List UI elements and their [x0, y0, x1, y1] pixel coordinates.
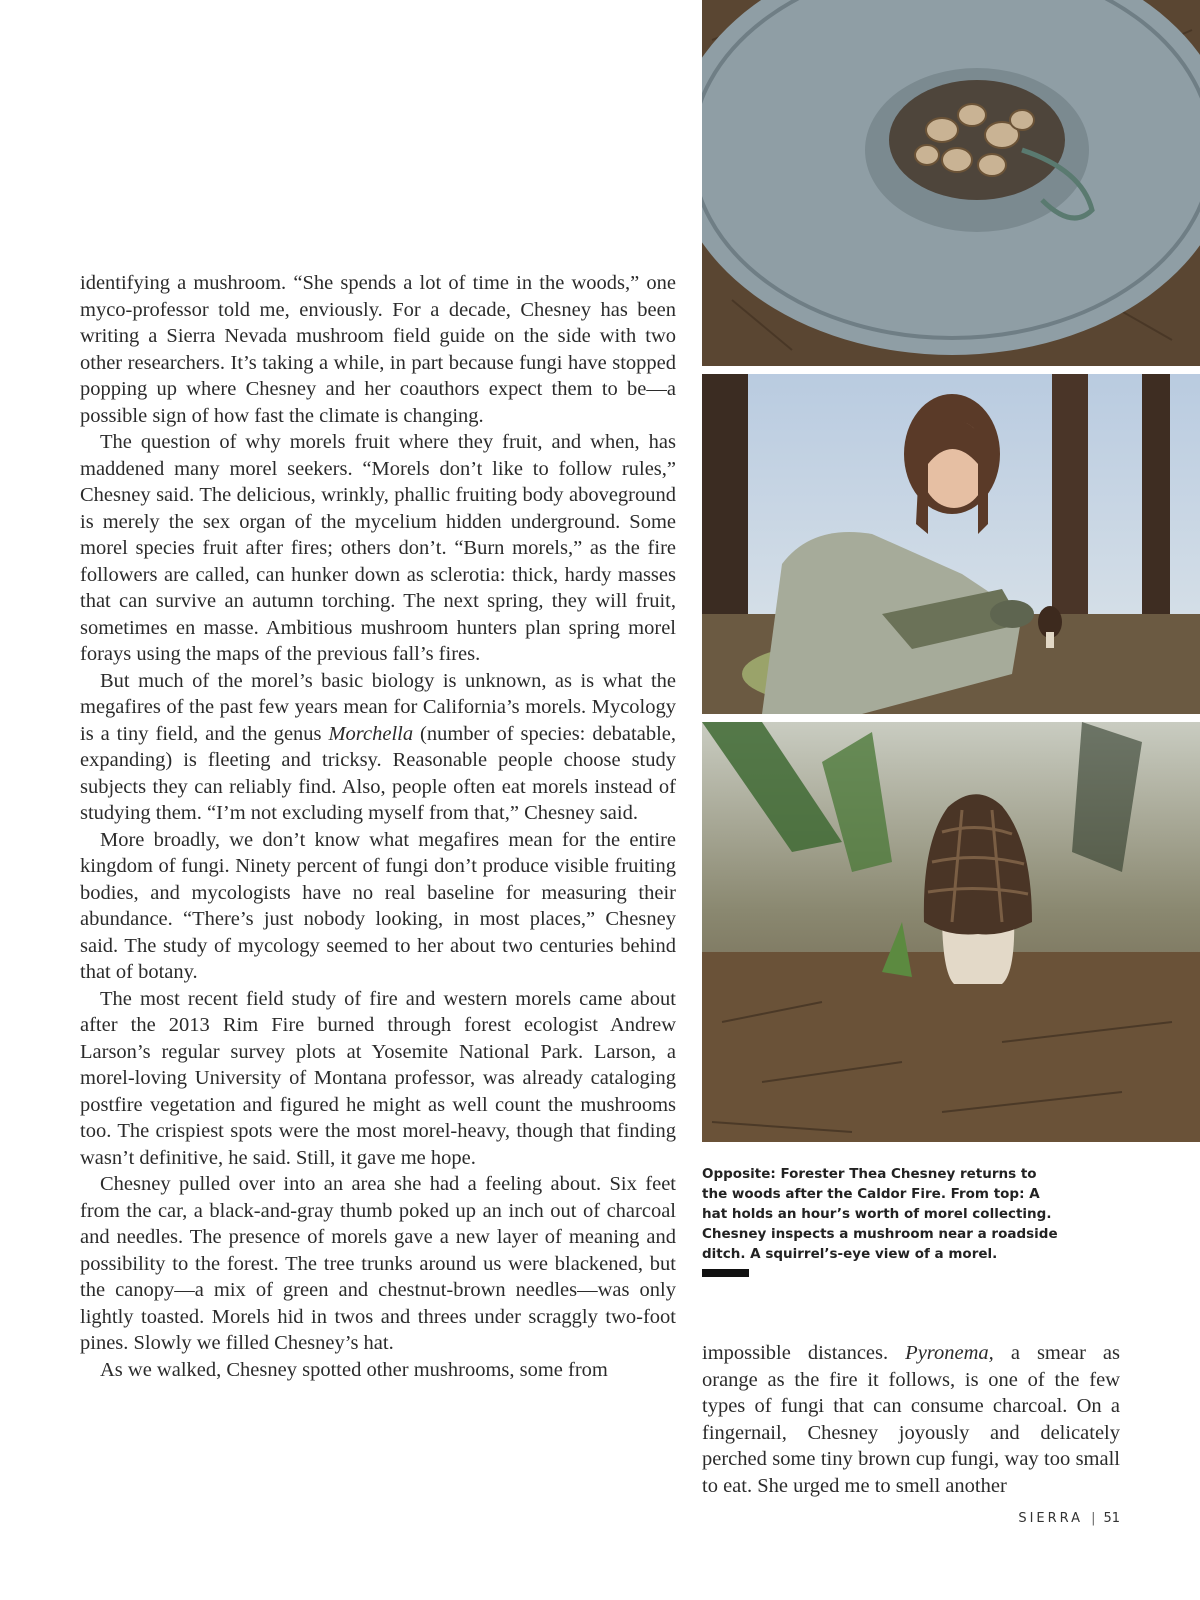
- page-footer: [1018, 1511, 1120, 1526]
- right-paragraph-end: a smear as orange as the fire it follows, is one of the few types of fungi that can consume charcoal. On a fingernail, Chesney joyously and delicately perched some tiny brown cup fungi, way too small to eat. She urged me to smell another: [702, 1342, 1121, 1497]
- photo-hat-with-morels: [702, 0, 1200, 366]
- paragraph-3: [80, 668, 676, 827]
- paragraph-7: As we walked, Chesney spotted other mushrooms, some from: [100, 1358, 608, 1381]
- photo-morel-closeup: [702, 722, 1200, 1142]
- paragraph-3-end: (number of species: debatable, expanding) is fleeting and tricksy. Reasonable people choose study subjects they can reliably find. Also, people often eat morels instead of studying them. “I’m not excluding myself from that,” Chesney said.: [80, 722, 676, 824]
- genus-pyronema: Pyronema,: [905, 1342, 994, 1364]
- paragraph-1: identifying a mushroom. “She spends a lot of time in the woods,” one myco-professor told me, enviously. For a decade, Chesney has been writing a Sierra Nevada mushroom field guide on the side with two other researchers. It’s taking a while, in part because fungi have stopped popping up where Chesney and her coauthors expect them to be—a possible sign of how fast the climate is changing.: [80, 272, 676, 427]
- paragraph-2: The question of why morels fruit where they fruit, and when, has maddened many morel seekers. “Morels don’t like to follow rules,” Chesney said. The delicious, wrinkly, phallic fruiting body aboveground is merely the sex organ of the mycelium hidden underground. Some morel species fruit after fires; others don’t. “Burn morels,” as the fire followers are called, can hunker down as sclerotia: thick, hardy masses that can survive an autumn torching. The next spring, they will fruit, sometimes en masse. Ambitious mushroom hunters plan spring morel forays using the maps of the previous fall’s fires.: [80, 431, 676, 665]
- paragraph-3-start: But much of the morel’s basic biology is unknown, as is what the megafires of the past few years mean for California’s morels. Mycology is a tiny field, and the genus: [80, 669, 676, 745]
- caption-rule: [702, 1269, 749, 1277]
- paragraph-6: Chesney pulled over into an area she had a feeling about. Six feet from the car, a black-and-gray thumb poked up an inch out of charcoal and needles. The presence of morels gave a new layer of meaning and possibility to the forest. The tree trunks around us were blackened, but the canopy—a mix of green and chestnut-brown needles—was only lightly toasted. Morels hid in twos and threes under scraggly two-foot pines. Slowly we filled Chesney’s hat.: [80, 1173, 676, 1354]
- footer-separator: |: [1091, 1511, 1096, 1526]
- right-paragraph-start: impossible distances.: [702, 1342, 906, 1364]
- photo-chesney-inspecting-mushroom: [702, 374, 1200, 714]
- article-left-column: [80, 270, 676, 1383]
- article-right-column: [702, 1340, 1120, 1499]
- genus-morchella: Morchella: [328, 722, 414, 745]
- right-paragraph: [702, 1340, 1120, 1499]
- paragraph-4: More broadly, we don’t know what megafires mean for the entire kingdom of fungi. Ninety percent of fungi don’t produce visible fruiting bodies, and mycologists have no real baseline for measuring their abundance. “There’s just nobody looking, in most places,” Chesney said. The study of mycology seemed to her about two centuries behind that of botany.: [80, 828, 676, 983]
- page-number: 51: [1103, 1511, 1120, 1526]
- magazine-name: SIERRA: [1018, 1511, 1084, 1526]
- paragraph-5: The most recent field study of fire and western morels came about after the 2013 Rim Fire burned through forest ecologist Andrew Larson’s regular survey plots at Yosemite National Park. Larson, a morel-loving University of Montana professor, was already cataloging postfire vegetation and figured he might as well count the mushrooms too. The crispiest spots were the most morel-heavy, though that finding wasn’t definitive, he said. Still, it gave me hope.: [80, 987, 676, 1169]
- photo-caption: Opposite: Forester Thea Chesney returns to the woods after the Caldor Fire. From top: A hat holds an hour’s worth of morel collecting. Chesney inspects a mushroom near a roadside ditch. A squirrel’s-eye view of a morel.: [702, 1166, 1058, 1262]
